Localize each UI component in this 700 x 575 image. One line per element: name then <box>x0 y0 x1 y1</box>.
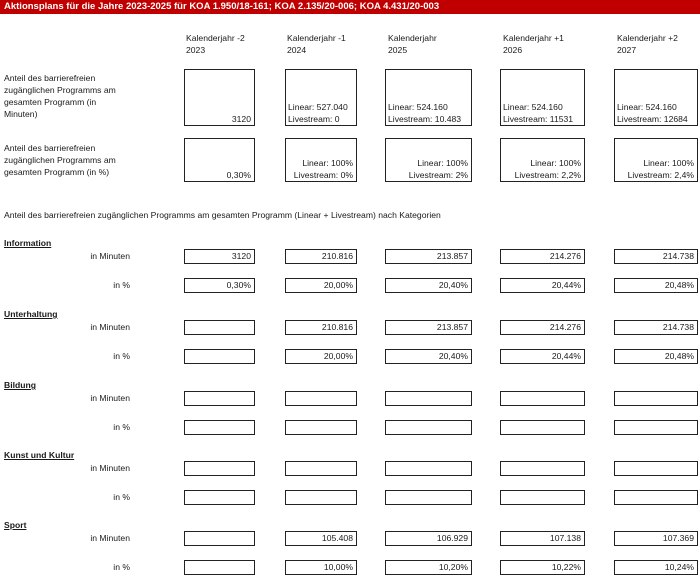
category-minutes-cell-2026[interactable] <box>500 391 585 406</box>
category-percent-cell-2026[interactable]: 20,44% <box>500 278 585 293</box>
category-percent-cell-2024[interactable]: 20,00% <box>285 278 357 293</box>
minutes-cell-2023[interactable] <box>184 69 255 126</box>
category-percent-cell-2026[interactable]: 20,44% <box>500 349 585 364</box>
percent-cell-2027[interactable] <box>614 138 698 182</box>
minutes-label: in Minuten <box>90 533 130 543</box>
category-minutes-cell-2025[interactable]: 213.857 <box>385 320 472 335</box>
cell-line: Linear: 100% <box>530 158 581 168</box>
cell-line: Linear: 100% <box>643 158 694 168</box>
category-percent-cell-2024[interactable]: 20,00% <box>285 349 357 364</box>
category-percent-cell-2027[interactable] <box>614 420 698 435</box>
label-line: Anteil des barrierefreien <box>4 143 96 153</box>
column-year: 2027 <box>617 45 637 55</box>
category-minutes-cell-2026[interactable]: 214.276 <box>500 320 585 335</box>
category-percent-cell-2025[interactable] <box>385 420 472 435</box>
category-minutes-cell-2024[interactable] <box>285 391 357 406</box>
label-line: Minuten) <box>4 109 38 119</box>
minutes-row-label <box>4 72 116 120</box>
minutes-label: in Minuten <box>90 322 130 332</box>
category-percent-cell-2023[interactable] <box>184 490 255 505</box>
category-minutes-cell-2023[interactable] <box>184 391 255 406</box>
category-minutes-cell-2027[interactable] <box>614 461 698 476</box>
category-title-kunst-und-kultur: Kunst und Kultur <box>4 450 75 460</box>
column-header-4 <box>503 32 564 56</box>
category-minutes-cell-2023[interactable]: 3120 <box>184 249 255 264</box>
category-percent-cell-2026[interactable] <box>500 490 585 505</box>
column-header-3 <box>388 32 437 56</box>
percent-cell-2023[interactable] <box>184 138 255 182</box>
percent-label: in % <box>113 492 130 502</box>
cell-line: Livestream: 11531 <box>503 114 574 124</box>
category-minutes-cell-2023[interactable] <box>184 531 255 546</box>
category-percent-cell-2027[interactable]: 20,48% <box>614 349 698 364</box>
cell-line: Linear: 524.160 <box>388 102 448 112</box>
percent-cell-2024[interactable] <box>285 138 357 182</box>
category-percent-cell-2025[interactable] <box>385 490 472 505</box>
category-minutes-cell-2027[interactable]: 214.738 <box>614 249 698 264</box>
category-minutes-cell-2023[interactable] <box>184 320 255 335</box>
percent-cell-2026[interactable] <box>500 138 585 182</box>
column-year: 2023 <box>186 45 206 55</box>
column-label: Kalenderjahr <box>388 33 437 43</box>
section-title: Anteil des barrierefreien zugänglichen Programms am gesamten Programm (Linear + Livestream) nach Kategorien <box>4 210 441 220</box>
category-minutes-cell-2027[interactable]: 107.369 <box>614 531 698 546</box>
minutes-cell-2024[interactable] <box>285 69 357 126</box>
label-line: zugänglichen Programms am <box>4 155 116 165</box>
cell-line: 0,30% <box>226 170 251 180</box>
category-minutes-cell-2026[interactable] <box>500 461 585 476</box>
column-year: 2024 <box>287 45 307 55</box>
cell-line: Linear: 100% <box>417 158 468 168</box>
cell-line: Livestream: 0% <box>293 170 353 180</box>
category-title-sport: Sport <box>4 520 27 530</box>
minutes-label: in Minuten <box>90 393 130 403</box>
column-label: Kalenderjahr -1 <box>287 33 346 43</box>
column-label: Kalenderjahr +1 <box>503 33 564 43</box>
category-minutes-cell-2023[interactable] <box>184 461 255 476</box>
cell-line: Linear: 527.040 <box>288 102 348 112</box>
category-percent-cell-2027[interactable]: 10,24% <box>614 560 698 575</box>
category-percent-cell-2024[interactable]: 10,00% <box>285 560 357 575</box>
cell-line: Livestream: 2% <box>408 170 468 180</box>
category-minutes-cell-2027[interactable]: 214.738 <box>614 320 698 335</box>
category-minutes-cell-2026[interactable]: 107.138 <box>500 531 585 546</box>
category-minutes-cell-2025[interactable] <box>385 391 472 406</box>
label-line: gesamten Programm (in %) <box>4 167 110 177</box>
category-minutes-cell-2025[interactable] <box>385 461 472 476</box>
cell-line: Livestream: 0 <box>288 114 340 124</box>
category-title-unterhaltung: Unterhaltung <box>4 309 58 319</box>
cell-line: Linear: 524.160 <box>617 102 677 112</box>
percent-cell-2025[interactable] <box>385 138 472 182</box>
label-line: gesamten Programm (in <box>4 97 97 107</box>
column-header-5 <box>617 32 678 56</box>
percent-label: in % <box>113 351 130 361</box>
cell-line: Livestream: 2,4% <box>627 170 694 180</box>
category-percent-cell-2026[interactable] <box>500 420 585 435</box>
cell-line: Linear: 524.160 <box>503 102 563 112</box>
percent-row-label <box>4 142 116 178</box>
column-header-2 <box>287 32 346 56</box>
label-line: Anteil des barrierefreien <box>4 73 96 83</box>
column-year: 2025 <box>388 45 408 55</box>
cell-line: Linear: 100% <box>302 158 353 168</box>
category-minutes-cell-2024[interactable]: 105.408 <box>285 531 357 546</box>
cell-line: Livestream: 10.483 <box>388 114 462 124</box>
category-percent-cell-2023[interactable] <box>184 420 255 435</box>
category-percent-cell-2026[interactable]: 10,22% <box>500 560 585 575</box>
category-minutes-cell-2025[interactable]: 106.929 <box>385 531 472 546</box>
column-year: 2026 <box>503 45 523 55</box>
category-minutes-cell-2024[interactable]: 210.816 <box>285 320 357 335</box>
minutes-cell-2027[interactable] <box>614 69 698 126</box>
category-title-bildung: Bildung <box>4 380 36 390</box>
column-header-1 <box>186 32 245 56</box>
category-minutes-cell-2024[interactable]: 210.816 <box>285 249 357 264</box>
cell-line: 3120 <box>231 114 251 124</box>
category-percent-cell-2027[interactable]: 20,48% <box>614 278 698 293</box>
category-minutes-cell-2025[interactable]: 213.857 <box>385 249 472 264</box>
category-minutes-cell-2027[interactable] <box>614 391 698 406</box>
category-percent-cell-2027[interactable] <box>614 490 698 505</box>
category-minutes-cell-2026[interactable]: 214.276 <box>500 249 585 264</box>
percent-label: in % <box>113 422 130 432</box>
category-percent-cell-2023[interactable] <box>184 349 255 364</box>
category-minutes-cell-2024[interactable] <box>285 461 357 476</box>
category-percent-cell-2023[interactable] <box>184 560 255 575</box>
minutes-cell-2026[interactable] <box>500 69 585 126</box>
column-label: Kalenderjahr +2 <box>617 33 678 43</box>
label-line: zugänglichen Programms am <box>4 85 116 95</box>
column-label: Kalenderjahr -2 <box>186 33 245 43</box>
minutes-label: in Minuten <box>90 463 130 473</box>
category-percent-cell-2024[interactable] <box>285 420 357 435</box>
percent-label: in % <box>113 280 130 290</box>
category-percent-cell-2025[interactable]: 20,40% <box>385 278 472 293</box>
minutes-label: in Minuten <box>90 251 130 261</box>
category-percent-cell-2025[interactable]: 20,40% <box>385 349 472 364</box>
cell-line: Livestream: 2,2% <box>514 170 581 180</box>
page-title: Aktionsplans für die Jahre 2023-2025 für KOA 1.950/18-161; KOA 2.135/20-006; KOA 4.431/20-003 <box>4 1 440 12</box>
category-percent-cell-2025[interactable]: 10,20% <box>385 560 472 575</box>
category-percent-cell-2024[interactable] <box>285 490 357 505</box>
cell-line: Livestream: 12684 <box>617 114 688 124</box>
percent-label: in % <box>113 562 130 572</box>
category-percent-cell-2023[interactable]: 0,30% <box>184 278 255 293</box>
page-title-bar <box>0 0 700 14</box>
minutes-cell-2025[interactable] <box>385 69 472 126</box>
category-title-information: Information <box>4 238 52 248</box>
